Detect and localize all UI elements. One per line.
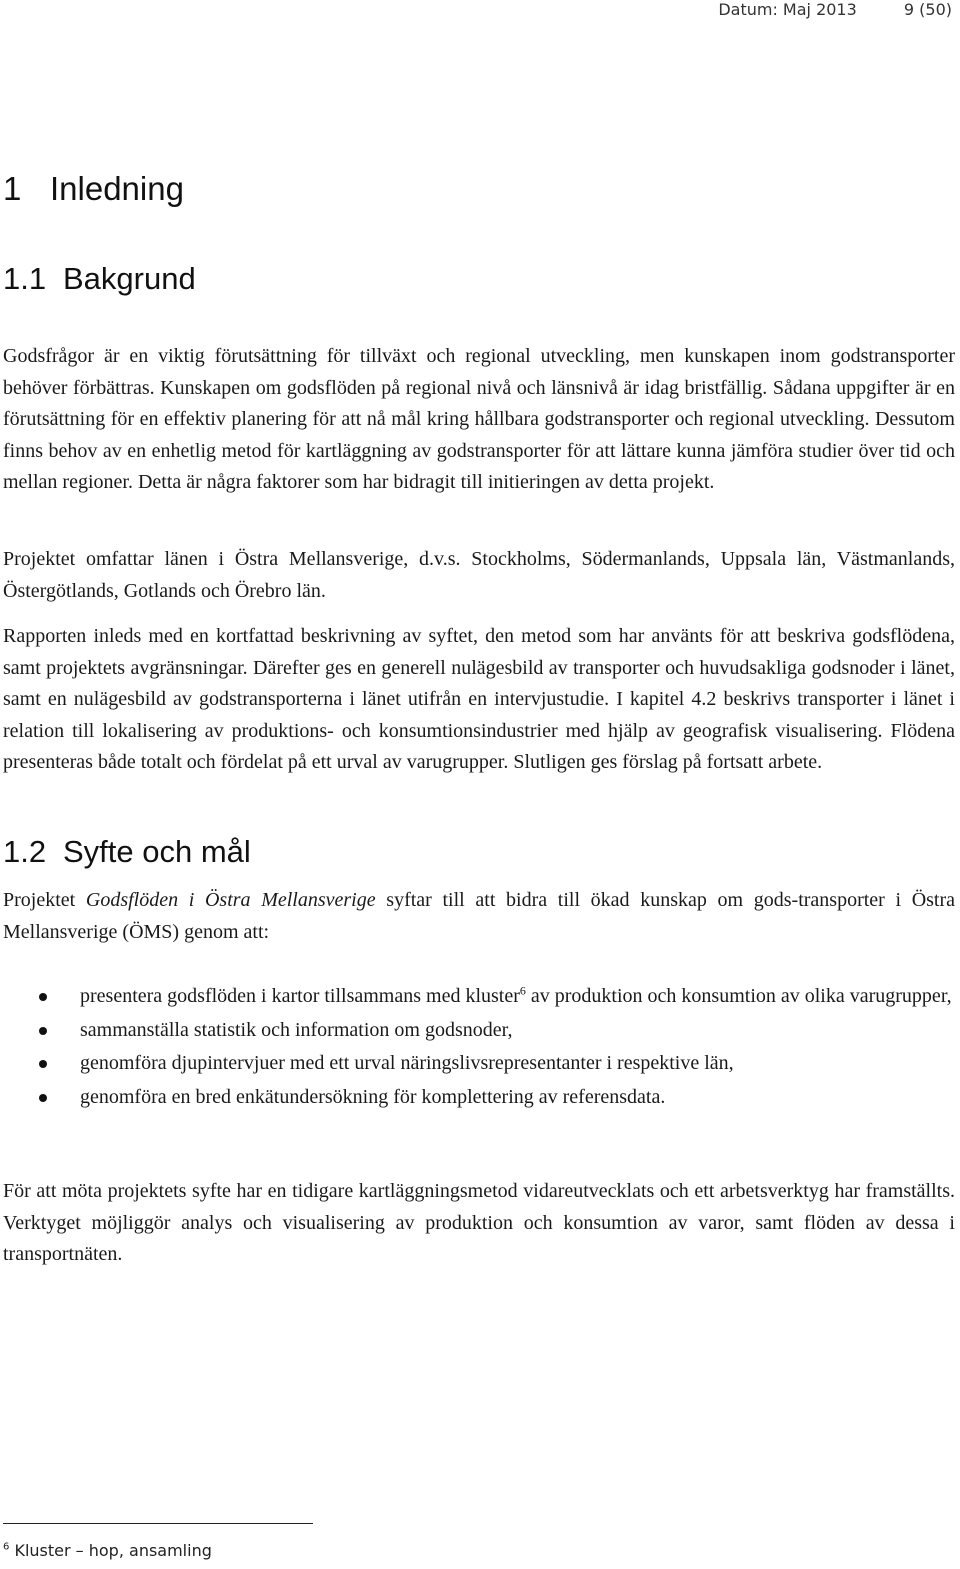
bullet-icon [39, 1027, 47, 1035]
footnote-text: Kluster – hop, ansamling [14, 1541, 212, 1560]
project-name: Godsflöden i Östra Mellansverige [85, 889, 376, 911]
paragraph-syfte-intro [3, 885, 955, 948]
heading-number: 1 [3, 170, 22, 207]
intro-rest: syftar till att bidra till ökad kunskap om gods-transporter i Östra Mellansverige (ÖMS) genom att: [3, 889, 956, 943]
paragraph-syfte-closing: För att möta projektets syfte har en tidigare kartläggningsmetod vidareutvecklats och ett arbetsverktyg har framställts. Verktyget möjliggör analys och visualisering av produktion och konsumtion av varor, samt flöden av dessa i transportnäten. [3, 1180, 955, 1266]
paragraph-bakgrund-2: Projektet omfattar länen i Östra Mellansverige, d.v.s. Stockholms, Södermanlands, Uppsala län, Västmanlands, Östergötlands, Gotlands och Örebro län. [3, 548, 955, 602]
heading-title: Syfte och mål [63, 834, 251, 869]
paragraph-bakgrund-1: Godsfrågor är en viktig förutsättning för tillväxt och regional utveckling, men kunskapen inom godstransporter behöver förbättras. Kunskapen om godsflöden på regional nivå och länsnivå är idag bristfällig. Sådana uppgifter är en förutsättning för en effektiv planering för att nå mål kring hållbara godstransporter och regional utveckling. Dessutom finns behov av en enhetlig metod för kartläggning av godstransporter för att lättare kunna jämföra studier över tid och mellan regioner. Detta är några faktorer som har bidragit till initieringen av detta projekt. [3, 345, 955, 494]
list-item [3, 981, 955, 1013]
list-item [3, 1015, 955, 1047]
list-item-text-after: av produktion och konsumtion av olika varugrupper, [525, 985, 952, 1007]
list-item [3, 1048, 955, 1080]
footnote-divider [3, 1523, 313, 1524]
list-item-text: sammanställa statistik och information om godsnoder, [80, 1018, 513, 1041]
header-date: Datum: Maj 2013 [718, 0, 857, 19]
list-item-text: presentera godsflöden i kartor tillsammans med kluster [80, 985, 520, 1007]
footnote-mark: 6 [3, 1541, 10, 1553]
paragraph-bakgrund-3: Rapporten inleds med en kortfattad beskrivning av syftet, den metod som har använts för att beskriva godsflödena, samt projektets avgränsningar. Därefter ges en generell nulägesbild av transporter och huvudsakliga godsnoder i länet, samt en nulägesbild av godstransporterna i länet utifrån en intervjustudie. I kapitel 4.2 beskrivs transporter i länet i relation till lokalisering av produktions- och konsumtionsindustrier med hjälp av geografisk visualisering. Flödena presenteras både totalt och fördelat på ett urval av varugrupper. Slutligen ges förslag på fortsatt arbete. [3, 625, 955, 774]
list-item-text: genomföra en bred enkätundersökning för komplettering av referensdata. [80, 1085, 666, 1108]
bullet-icon [39, 993, 47, 1001]
footnote [3, 1541, 212, 1560]
footnote-ref[interactable]: 6 [519, 983, 526, 998]
heading-number: 1.1 [3, 261, 47, 296]
page-number: 9 (50) [903, 0, 952, 19]
heading-syfte [3, 834, 251, 870]
heading-bakgrund [3, 261, 196, 297]
list-item-text: genomföra djupintervjuer med ett urval näringslivsrepresentanter i respektive län, [80, 1052, 734, 1075]
bullet-icon [39, 1060, 47, 1068]
heading-inledning [3, 170, 184, 208]
heading-number: 1.2 [3, 834, 47, 869]
intro-lead: Projektet [3, 889, 76, 911]
bullet-icon [39, 1094, 47, 1102]
page-header [718, 0, 952, 22]
heading-title: Inledning [50, 170, 184, 207]
goal-list [3, 981, 955, 1115]
heading-title: Bakgrund [63, 261, 196, 296]
list-item [3, 1082, 955, 1114]
